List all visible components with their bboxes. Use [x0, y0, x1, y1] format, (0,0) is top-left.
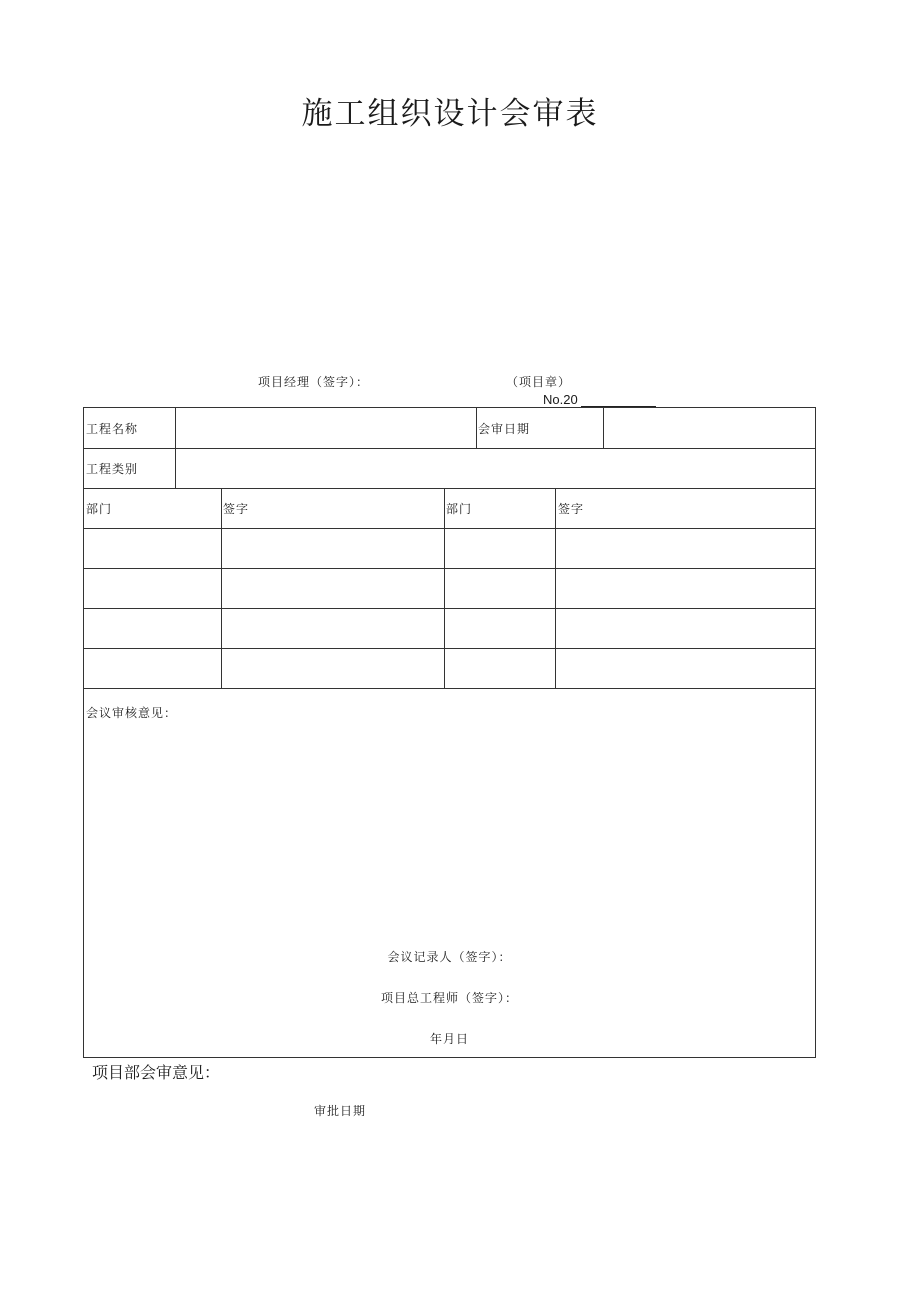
- project-name-label: 工程名称: [86, 422, 139, 436]
- department-header: 部门: [86, 502, 113, 516]
- signature-cell[interactable]: [558, 660, 808, 680]
- manager-signature-label: 项目经理（签字）：: [258, 375, 370, 389]
- column-divider: [221, 488, 222, 688]
- signature-cell[interactable]: [558, 540, 808, 560]
- row-divider: [84, 648, 815, 649]
- project-name-field[interactable]: [180, 420, 470, 440]
- signature-cell[interactable]: [224, 620, 439, 640]
- department-header: 部门: [446, 502, 473, 516]
- row-divider: [84, 528, 815, 529]
- review-form-table: [83, 407, 816, 1058]
- document-number-prefix: No.20: [543, 392, 578, 407]
- project-type-label: 工程类别: [86, 462, 139, 476]
- signature-header: 签字: [558, 502, 585, 516]
- department-cell[interactable]: [447, 620, 551, 640]
- department-opinion-label: 项目部会审意见：: [92, 1063, 221, 1082]
- page-title: 施工组织设计会审表: [301, 96, 599, 132]
- review-date-field[interactable]: [608, 420, 808, 440]
- review-date-label: 会审日期: [478, 422, 531, 436]
- signature-cell[interactable]: [558, 620, 808, 640]
- document-number-blank[interactable]: [581, 394, 656, 407]
- date-line: 年月日: [429, 1032, 469, 1046]
- signature-cell[interactable]: [224, 660, 439, 680]
- column-divider: [444, 488, 445, 688]
- row-divider: [84, 688, 815, 689]
- row-divider: [84, 488, 815, 489]
- project-type-field[interactable]: [180, 460, 810, 480]
- approval-date-label: 审批日期: [314, 1104, 367, 1118]
- meeting-opinion-label: 会议审核意见：: [86, 706, 178, 720]
- department-cell[interactable]: [86, 580, 216, 600]
- signature-header: 签字: [223, 502, 250, 516]
- department-cell[interactable]: [86, 620, 216, 640]
- signature-cell[interactable]: [224, 580, 439, 600]
- column-divider: [476, 408, 477, 448]
- column-divider: [603, 408, 604, 448]
- department-cell[interactable]: [86, 540, 216, 560]
- row-divider: [84, 448, 815, 449]
- recorder-signature-label: 会议记录人（签字）：: [387, 950, 512, 964]
- chief-engineer-signature-label: 项目总工程师（签字）：: [380, 991, 518, 1005]
- signature-cell[interactable]: [224, 540, 439, 560]
- row-divider: [84, 608, 815, 609]
- department-cell[interactable]: [447, 580, 551, 600]
- department-cell[interactable]: [86, 660, 216, 680]
- document-number: [543, 392, 656, 407]
- column-divider: [175, 408, 176, 488]
- department-cell[interactable]: [447, 660, 551, 680]
- project-seal-label: （项目章）: [506, 375, 572, 389]
- row-divider: [84, 568, 815, 569]
- column-divider: [555, 488, 556, 688]
- department-cell[interactable]: [447, 540, 551, 560]
- signature-cell[interactable]: [558, 580, 808, 600]
